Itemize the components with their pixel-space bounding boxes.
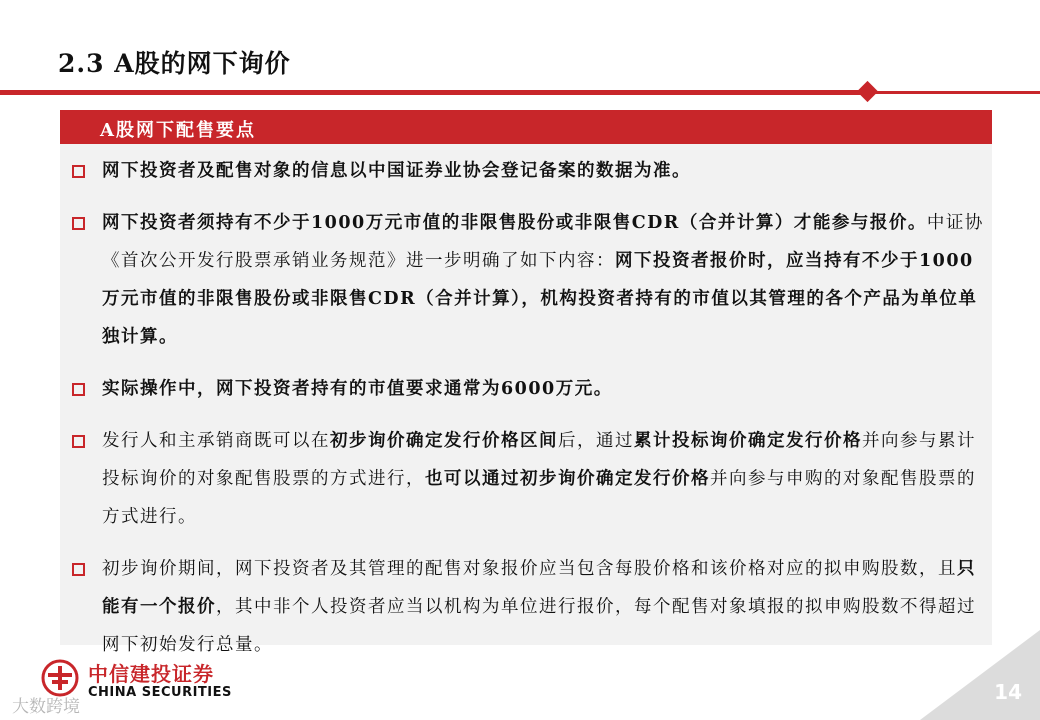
bullet-text: 中证协《首次公开发行股票承销业务规范》进一步明确了如下内容： [102,213,984,271]
bullet-text: 并向参与申购的对象配售股票的方式进行。 [102,469,976,527]
bullet-text: ，其中非个人投资者应当以机构为单位进行报价，每个配售对象填报的拟申购股数不得超过网下初始发行总量。 [102,597,976,655]
bullet-item [70,204,985,356]
corner-decoration [920,630,1040,720]
square-bullet-icon [72,165,85,178]
bullet-text: 初步询价期间，网下投资者及其管理的配售对象报价应当包含每股价格和该价格对应的拟申购股数，且 [102,559,957,579]
bullet-item [70,550,985,664]
bullet-item [70,370,985,408]
logo-chinese-name: 中信建投证券 [88,662,214,686]
bullet-text-bold: 初步询价确定发行价格区间 [330,431,558,451]
box-header [60,110,992,144]
slide-title: 2.3 A股的网下询价 [58,49,291,78]
square-bullet-icon [72,435,85,448]
page-number: 14 [994,680,1022,704]
box-header-label: A股网下配售要点 [100,120,256,141]
watermark: 大数跨境 [12,697,80,717]
square-bullet-icon [72,217,85,230]
bullet-text-bold: 累计投标询价确定发行价格 [634,431,862,451]
square-bullet-icon [72,563,85,576]
title-rule-right [874,91,1040,94]
title-rule [0,90,870,95]
bullet-text-bold: 网下投资者及配售对象的信息以中国证券业协会登记备案的数据为准。 [102,161,691,181]
logo-english-name: CHINA SECURITIES [88,685,232,700]
bullet-text: 后，通过 [558,431,634,451]
bullet-text-bold: 只能有一个报价 [102,559,976,617]
bullet-text-bold: 网下投资者须持有不少于1000万元市值的非限售股份或非限售CDR（合并计算）才能参与报价。 [102,213,927,233]
bullet-item [70,422,985,536]
bullet-text-bold: 实际操作中，网下投资者持有的市值要求通常为6000万元。 [102,379,613,399]
bullet-item [70,152,985,190]
square-bullet-icon [72,383,85,396]
bullet-text-bold: 网下投资者报价时，应当持有不少于1000万元市值的非限售股份或非限售CDR（合并计算），机构投资者持有的市值以其管理的各个产品为单位单独计算。 [102,251,978,347]
bullet-text: 发行人和主承销商既可以在 [102,431,330,451]
bullet-text-bold: 也可以通过初步询价确定发行价格 [425,469,710,489]
bullet-text: 并向参与累计投标询价的对象配售股票的方式进行， [102,431,976,489]
bullet-list [70,152,985,678]
